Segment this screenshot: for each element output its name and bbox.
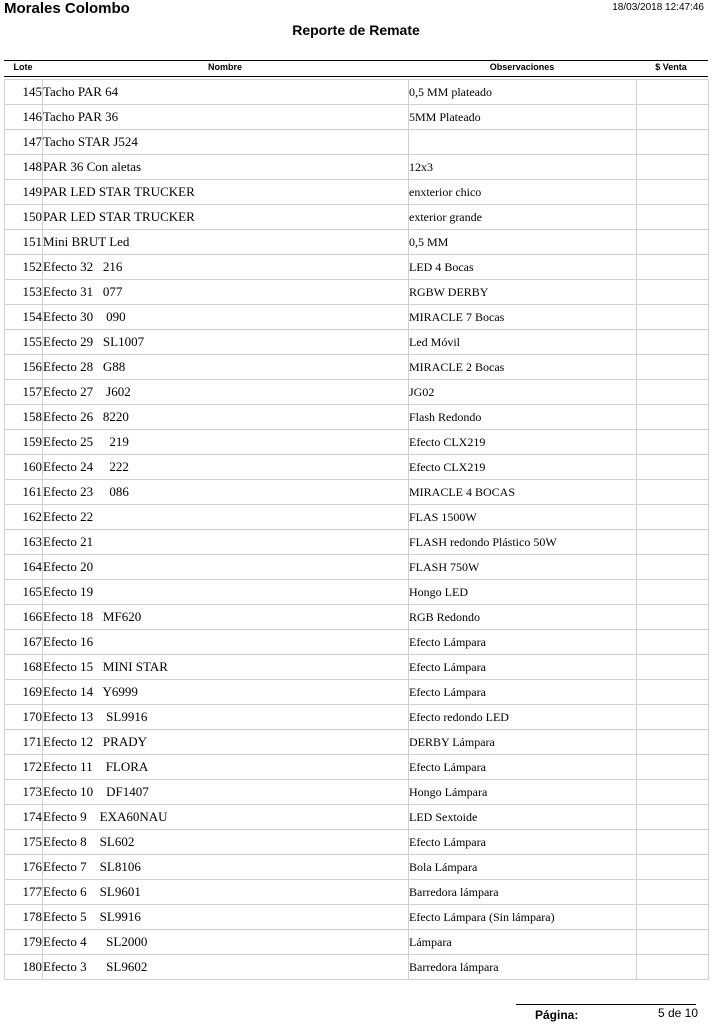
venta-cell [637, 955, 709, 980]
venta-cell [637, 305, 709, 330]
nombre-cell: Efecto 25 219 [43, 430, 409, 455]
nombre-cell: Efecto 30 090 [43, 305, 409, 330]
lote-cell: 156 [5, 355, 43, 380]
lote-cell: 145 [5, 80, 43, 105]
table-row [5, 155, 709, 180]
table-row [5, 130, 709, 155]
table-row [5, 455, 709, 480]
nombre-cell: PAR LED STAR TRUCKER [43, 180, 409, 205]
table-row [5, 730, 709, 755]
nombre-cell: Efecto 7 SL8106 [43, 855, 409, 880]
lote-cell: 168 [5, 655, 43, 680]
venta-cell [637, 155, 709, 180]
venta-cell [637, 880, 709, 905]
lote-cell: 177 [5, 880, 43, 905]
nombre-cell: Efecto 8 SL602 [43, 830, 409, 855]
table-row [5, 880, 709, 905]
venta-cell [637, 380, 709, 405]
nombre-cell: Efecto 4 SL2000 [43, 930, 409, 955]
table-row [5, 805, 709, 830]
lote-cell: 173 [5, 780, 43, 805]
lote-cell: 161 [5, 480, 43, 505]
observaciones-cell: LED Sextoide [409, 805, 637, 830]
table-row [5, 80, 709, 105]
observaciones-cell: Hongo LED [409, 580, 637, 605]
lote-cell: 169 [5, 680, 43, 705]
observaciones-cell: FLASH 750W [409, 555, 637, 580]
column-header-lote: Lote [13, 62, 33, 72]
report-timestamp: 18/03/2018 12:47:46 [612, 2, 704, 13]
lote-cell: 162 [5, 505, 43, 530]
table-row [5, 355, 709, 380]
observaciones-cell: FLASH redondo Plástico 50W [409, 530, 637, 555]
lote-cell: 163 [5, 530, 43, 555]
lote-cell: 149 [5, 180, 43, 205]
table-row [5, 655, 709, 680]
nombre-cell: PAR LED STAR TRUCKER [43, 205, 409, 230]
header-divider-top [4, 60, 708, 61]
venta-cell [637, 130, 709, 155]
lote-cell: 159 [5, 430, 43, 455]
nombre-cell: Efecto 15 MINI STAR [43, 655, 409, 680]
nombre-cell: Efecto 10 DF1407 [43, 780, 409, 805]
observaciones-cell: Barredora lámpara [409, 880, 637, 905]
lote-cell: 170 [5, 705, 43, 730]
table-row [5, 905, 709, 930]
venta-cell [637, 505, 709, 530]
table-row [5, 780, 709, 805]
lots-table-body [5, 80, 709, 980]
report-title: Reporte de Remate [292, 22, 420, 38]
venta-cell [637, 755, 709, 780]
table-row [5, 280, 709, 305]
lote-cell: 164 [5, 555, 43, 580]
header-divider-bottom [4, 76, 708, 77]
page-label: Página: [535, 1008, 579, 1022]
table-row [5, 330, 709, 355]
table-row [5, 105, 709, 130]
lote-cell: 158 [5, 405, 43, 430]
lote-cell: 176 [5, 855, 43, 880]
observaciones-cell: 0,5 MM [409, 230, 637, 255]
observaciones-cell: MIRACLE 4 BOCAS [409, 480, 637, 505]
nombre-cell: Tacho PAR 36 [43, 105, 409, 130]
observaciones-cell: Bola Lámpara [409, 855, 637, 880]
table-row [5, 380, 709, 405]
venta-cell [637, 730, 709, 755]
venta-cell [637, 905, 709, 930]
lote-cell: 175 [5, 830, 43, 855]
lots-table [4, 79, 709, 980]
venta-cell [637, 805, 709, 830]
table-row [5, 855, 709, 880]
nombre-cell: Efecto 5 SL9916 [43, 905, 409, 930]
table-row [5, 605, 709, 630]
venta-cell [637, 430, 709, 455]
lote-cell: 147 [5, 130, 43, 155]
observaciones-cell: DERBY Lámpara [409, 730, 637, 755]
observaciones-cell: RGB Redondo [409, 605, 637, 630]
lote-cell: 157 [5, 380, 43, 405]
table-row [5, 705, 709, 730]
observaciones-cell: 5MM Plateado [409, 105, 637, 130]
observaciones-cell: exterior grande [409, 205, 637, 230]
column-header-nombre: Nombre [207, 62, 242, 72]
venta-cell [637, 80, 709, 105]
observaciones-cell: FLAS 1500W [409, 505, 637, 530]
observaciones-cell: Lámpara [409, 930, 637, 955]
nombre-cell: Efecto 29 SL1007 [43, 330, 409, 355]
lote-cell: 179 [5, 930, 43, 955]
venta-cell [637, 330, 709, 355]
table-row [5, 530, 709, 555]
table-row [5, 405, 709, 430]
nombre-cell: Efecto 21 [43, 530, 409, 555]
venta-cell [637, 355, 709, 380]
observaciones-cell [409, 130, 637, 155]
observaciones-cell: Efecto Lámpara [409, 830, 637, 855]
lote-cell: 178 [5, 905, 43, 930]
table-row [5, 505, 709, 530]
nombre-cell: Efecto 12 PRADY [43, 730, 409, 755]
lote-cell: 148 [5, 155, 43, 180]
table-row [5, 680, 709, 705]
lote-cell: 160 [5, 455, 43, 480]
lote-cell: 153 [5, 280, 43, 305]
observaciones-cell: Efecto Lámpara [409, 680, 637, 705]
venta-cell [637, 280, 709, 305]
observaciones-cell: MIRACLE 2 Bocas [409, 355, 637, 380]
venta-cell [637, 255, 709, 280]
table-row [5, 205, 709, 230]
table-row [5, 430, 709, 455]
nombre-cell: Efecto 20 [43, 555, 409, 580]
observaciones-cell: Hongo Lámpara [409, 780, 637, 805]
venta-cell [637, 630, 709, 655]
nombre-cell: Efecto 13 SL9916 [43, 705, 409, 730]
lote-cell: 150 [5, 205, 43, 230]
table-row [5, 630, 709, 655]
lote-cell: 167 [5, 630, 43, 655]
table-row [5, 255, 709, 280]
lote-cell: 152 [5, 255, 43, 280]
nombre-cell: Efecto 31 077 [43, 280, 409, 305]
observaciones-cell: Led Móvil [409, 330, 637, 355]
table-row [5, 755, 709, 780]
table-row [5, 930, 709, 955]
observaciones-cell: Efecto Lámpara [409, 655, 637, 680]
observaciones-cell: Barredora lámpara [409, 955, 637, 980]
table-row [5, 830, 709, 855]
venta-cell [637, 555, 709, 580]
venta-cell [637, 855, 709, 880]
lote-cell: 165 [5, 580, 43, 605]
venta-cell [637, 530, 709, 555]
company-name: Morales Colombo [4, 0, 130, 17]
venta-cell [637, 455, 709, 480]
venta-cell [637, 830, 709, 855]
nombre-cell: Efecto 9 EXA60NAU [43, 805, 409, 830]
venta-cell [637, 605, 709, 630]
table-row [5, 555, 709, 580]
observaciones-cell: Efecto Lámpara (Sin lámpara) [409, 905, 637, 930]
nombre-cell: PAR 36 Con aletas [43, 155, 409, 180]
table-row [5, 480, 709, 505]
lote-cell: 146 [5, 105, 43, 130]
venta-cell [637, 205, 709, 230]
column-header-observaciones: Observaciones [489, 62, 555, 72]
venta-cell [637, 705, 709, 730]
nombre-cell: Efecto 23 086 [43, 480, 409, 505]
lote-cell: 166 [5, 605, 43, 630]
footer-divider [516, 1004, 696, 1005]
nombre-cell: Efecto 22 [43, 505, 409, 530]
venta-cell [637, 680, 709, 705]
nombre-cell: Efecto 32 216 [43, 255, 409, 280]
observaciones-cell: RGBW DERBY [409, 280, 637, 305]
nombre-cell: Tacho STAR J524 [43, 130, 409, 155]
nombre-cell: Efecto 26 8220 [43, 405, 409, 430]
nombre-cell: Efecto 18 MF620 [43, 605, 409, 630]
nombre-cell: Tacho PAR 64 [43, 80, 409, 105]
lote-cell: 172 [5, 755, 43, 780]
venta-cell [637, 105, 709, 130]
observaciones-cell: Efecto CLX219 [409, 430, 637, 455]
lote-cell: 155 [5, 330, 43, 355]
lote-cell: 180 [5, 955, 43, 980]
nombre-cell: Efecto 14 Y6999 [43, 680, 409, 705]
observaciones-cell: MIRACLE 7 Bocas [409, 305, 637, 330]
nombre-cell: Efecto 11 FLORA [43, 755, 409, 780]
nombre-cell: Efecto 3 SL9602 [43, 955, 409, 980]
venta-cell [637, 780, 709, 805]
venta-cell [637, 405, 709, 430]
table-row [5, 955, 709, 980]
observaciones-cell: 0,5 MM plateado [409, 80, 637, 105]
observaciones-cell: 12x3 [409, 155, 637, 180]
lote-cell: 174 [5, 805, 43, 830]
nombre-cell: Efecto 16 [43, 630, 409, 655]
observaciones-cell: Efecto CLX219 [409, 455, 637, 480]
observaciones-cell: JG02 [409, 380, 637, 405]
observaciones-cell: Efecto Lámpara [409, 755, 637, 780]
venta-cell [637, 930, 709, 955]
lote-cell: 171 [5, 730, 43, 755]
nombre-cell: Efecto 6 SL9601 [43, 880, 409, 905]
column-header-venta: $ Venta [655, 62, 687, 72]
observaciones-cell: Efecto Lámpara [409, 630, 637, 655]
table-row [5, 180, 709, 205]
lote-cell: 154 [5, 305, 43, 330]
page-number: 5 de 10 [657, 1006, 698, 1020]
venta-cell [637, 480, 709, 505]
venta-cell [637, 655, 709, 680]
table-row [5, 230, 709, 255]
nombre-cell: Efecto 24 222 [43, 455, 409, 480]
lote-cell: 151 [5, 230, 43, 255]
observaciones-cell: Efecto redondo LED [409, 705, 637, 730]
nombre-cell: Efecto 27 J602 [43, 380, 409, 405]
observaciones-cell: enxterior chico [409, 180, 637, 205]
observaciones-cell: LED 4 Bocas [409, 255, 637, 280]
observaciones-cell: Flash Redondo [409, 405, 637, 430]
nombre-cell: Efecto 28 G88 [43, 355, 409, 380]
nombre-cell: Mini BRUT Led [43, 230, 409, 255]
venta-cell [637, 180, 709, 205]
nombre-cell: Efecto 19 [43, 580, 409, 605]
venta-cell [637, 580, 709, 605]
venta-cell [637, 230, 709, 255]
table-row [5, 305, 709, 330]
table-row [5, 580, 709, 605]
